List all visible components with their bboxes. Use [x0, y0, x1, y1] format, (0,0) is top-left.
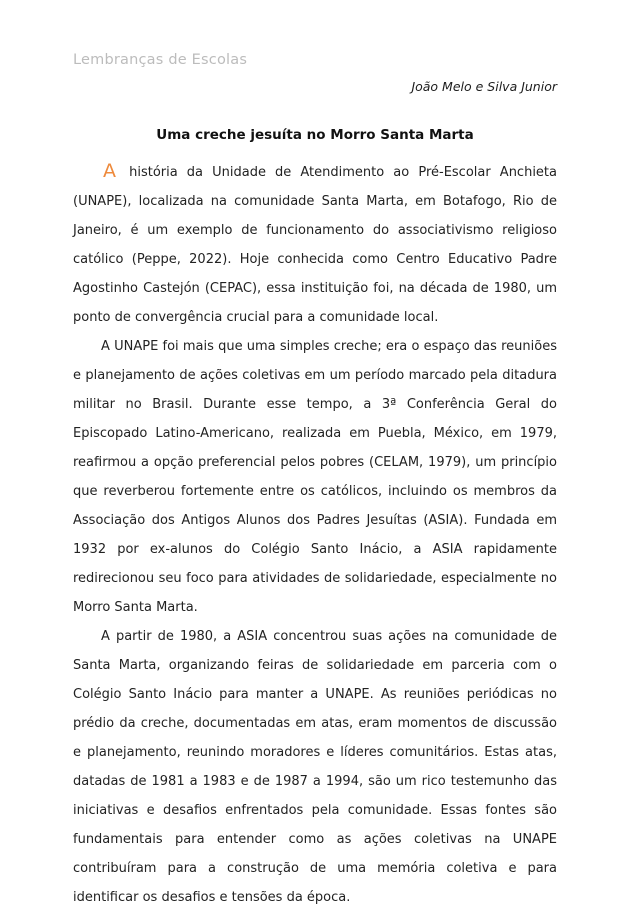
paragraph-1 — [73, 158, 557, 332]
paragraph-2: A UNAPE foi mais que uma simples creche; era o espaço das reuniões e planejamento de ações coletivas em um período marcado pela ditadura militar no Brasil. Durante esse tempo, a 3ª Conferência Geral do Episcopado Latino-Americano, realizada em Puebla, México, em 1979, reafirmou a opção preferencial pelos pobres (CELAM, 1979), um princípio que reverberou fortemente entre os católicos, incluindo os membros da Associação dos Antigos Alunos dos Padres Jesuítas (ASIA). Fundada em 1932 por ex-alunos do Colégio Santo Inácio, a ASIA rapidamente redirecionou seu foco para atividades de solidariedade, especialmente no Morro Santa Marta. — [73, 339, 557, 615]
author-byline: João Melo e Silva Junior — [411, 79, 557, 94]
drop-cap-initial: A — [103, 160, 116, 182]
running-head: Lembranças de Escolas — [73, 52, 248, 68]
paragraph-3: A partir de 1980, a ASIA concentrou suas ações na comunidade de Santa Marta, organizando feiras de solidariedade em parceria com o Colégio Santo Inácio para manter a UNAPE. As reuniões periódicas no prédio da creche, documentadas em atas, eram momentos de discussão e planejamento, reunindo moradores e líderes comunitários. Estas atas, datadas de 1981 a 1983 e de 1987 a 1994, são um rico testemunho das iniciativas e desafios enfrentados pela comunidade. Essas fontes são fundamentais para entender como as ações coletivas na UNAPE contribuíram para a construção de uma memória coletiva e para identificar os desafios e tensões da época. — [73, 629, 557, 905]
article-body — [73, 158, 557, 912]
paragraph-1-text: história da Unidade de Atendimento ao Pré-Escolar Anchieta (UNAPE), localizada na comunidade Santa Marta, em Botafogo, Rio de Janeiro, é um exemplo de funcionamento do associativismo religioso católico (Peppe, 2022). Hoje conhecida como Centro Educativo Padre Agostinho Castejón (CEPAC), essa instituição foi, na década de 1980, um ponto de convergência crucial para a comunidade local. — [73, 165, 557, 325]
page-title: Uma creche jesuíta no Morro Santa Marta — [156, 127, 474, 144]
